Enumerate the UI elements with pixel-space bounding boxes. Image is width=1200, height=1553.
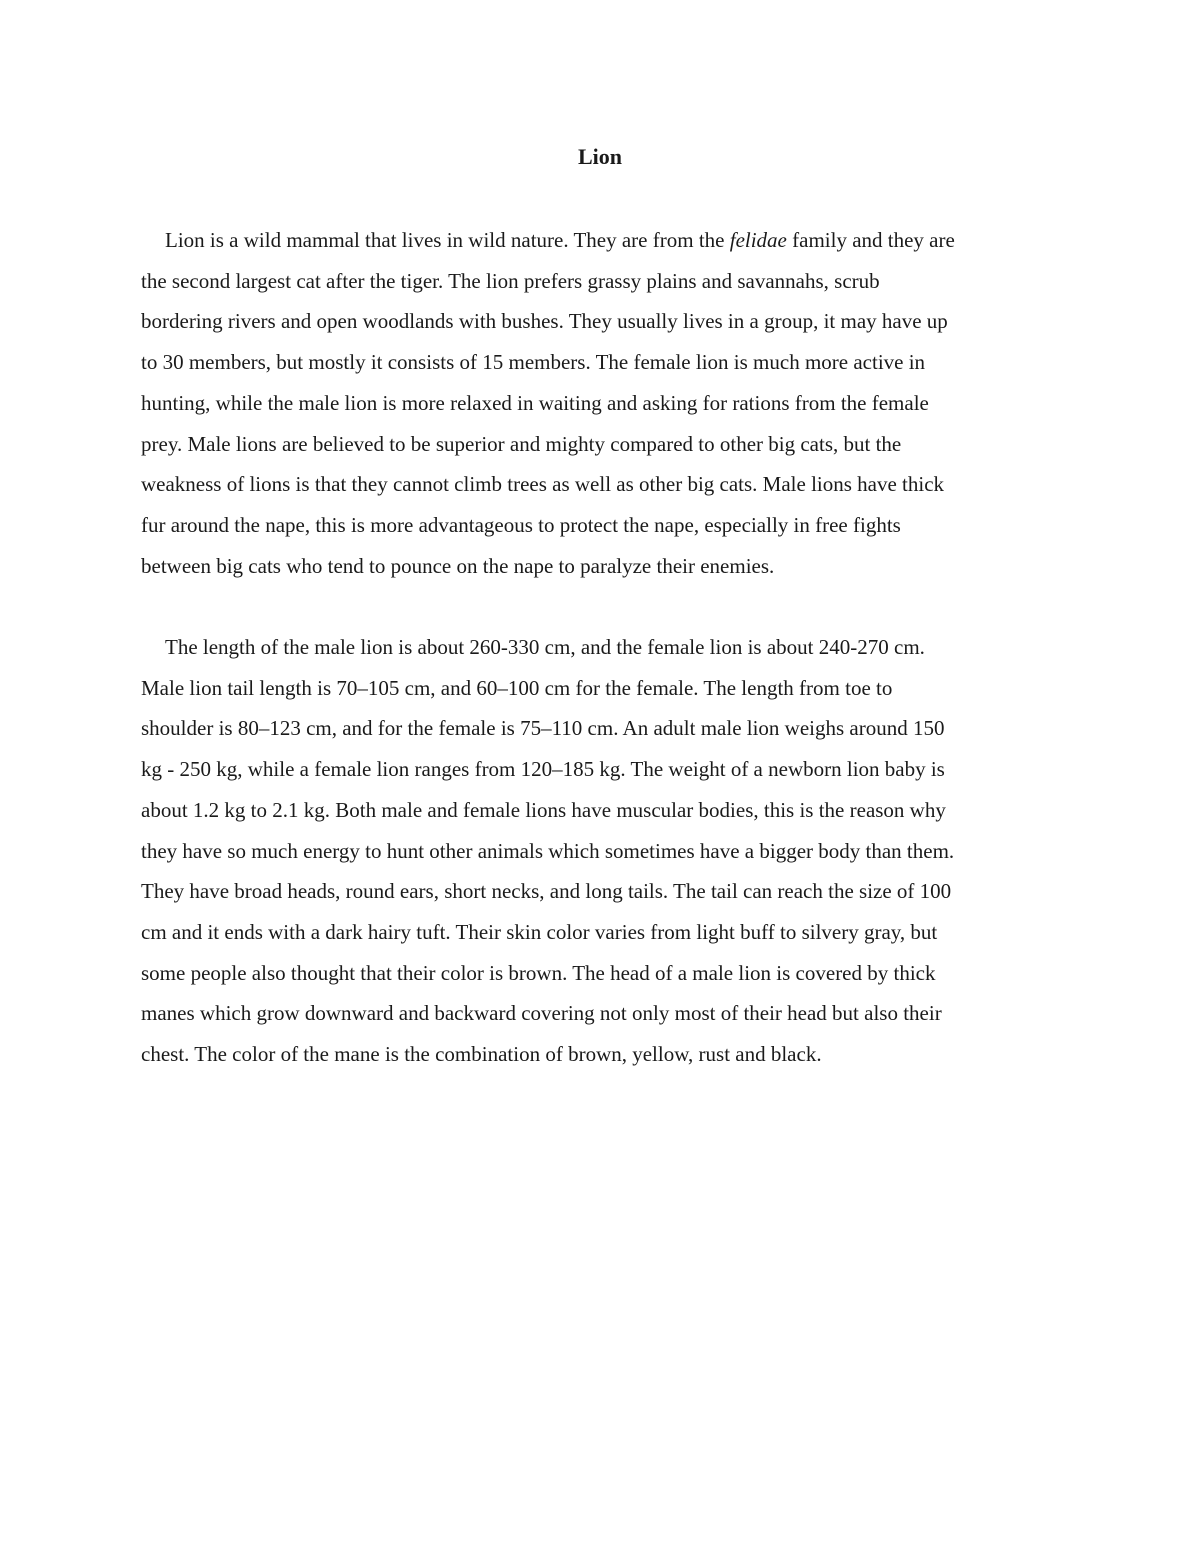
paragraph-1 xyxy=(141,220,1059,586)
paragraph-1-line-5: hunting, while the male lion is more relaxed in waiting and asking for rations from the female xyxy=(141,390,929,415)
document-body xyxy=(141,220,1059,1075)
paragraph-1-line-4: to 30 members, but mostly it consists of 15 members. The female lion is much more active in xyxy=(141,350,926,375)
paragraph-1-line-7: weakness of lions is that they cannot climb trees as well as other big cats. Male lions have thick xyxy=(141,472,945,497)
document-title: Lion xyxy=(577,144,623,169)
paragraph-1-line-3: bordering rivers and open woodlands with bushes. They usually lives in a group, it may have up xyxy=(141,309,948,334)
paragraph-2-line-4: kg - 250 kg, while a female lion ranges from 120–185 kg. The weight of a newborn lion baby is xyxy=(141,757,945,782)
italic-term: felidae xyxy=(729,228,787,252)
paragraph-2-line-3: shoulder is 80–123 cm, and for the female is 75–110 cm. An adult male lion weighs around 150 xyxy=(141,716,945,741)
paragraph-2-line-7: They have broad heads, round ears, short necks, and long tails. The tail can reach the size of 100 xyxy=(141,879,952,904)
paragraph-2-line-6: they have so much energy to hunt other animals which sometimes have a bigger body than them. xyxy=(141,838,955,863)
line-text: Lion is a wild mammal that lives in wild nature. They are from the xyxy=(165,228,730,252)
paragraph-2-line-2: Male lion tail length is 70–105 cm, and 60–100 cm for the female. The length from toe to xyxy=(141,675,893,700)
line-text: family and they are xyxy=(786,228,955,252)
paragraph-2-line-11: chest. The color of the mane is the combination of brown, yellow, rust and black. xyxy=(141,1042,822,1067)
paragraph-2-line-1: The length of the male lion is about 260-330 cm, and the female lion is about 240-270 cm. xyxy=(165,635,925,660)
paragraph-1-line-2: the second largest cat after the tiger. The lion prefers grassy plains and savannahs, scrub xyxy=(141,268,880,293)
paragraph-2-line-9: some people also thought that their color is brown. The head of a male lion is covered by thick xyxy=(141,960,936,985)
paragraph-1-line-1 xyxy=(141,220,1059,261)
paragraph-2-line-10: manes which grow downward and backward covering not only most of their head but also their xyxy=(141,1001,942,1026)
paragraph-1-line-9: between big cats who tend to pounce on the nape to paralyze their enemies. xyxy=(141,553,775,578)
paragraph-2-line-5: about 1.2 kg to 2.1 kg. Both male and female lions have muscular bodies, this is the reason why xyxy=(141,797,946,822)
paragraph-2 xyxy=(141,627,1059,1075)
paragraph-1-line-6: prey. Male lions are believed to be superior and mighty compared to other big cats, but the xyxy=(141,431,902,456)
paragraph-2-line-8: cm and it ends with a dark hairy tuft. Their skin color varies from light buff to silvery gray, but xyxy=(141,919,938,944)
paragraph-1-line-8: fur around the nape, this is more advantageous to protect the nape, especially in free fights xyxy=(141,512,901,537)
